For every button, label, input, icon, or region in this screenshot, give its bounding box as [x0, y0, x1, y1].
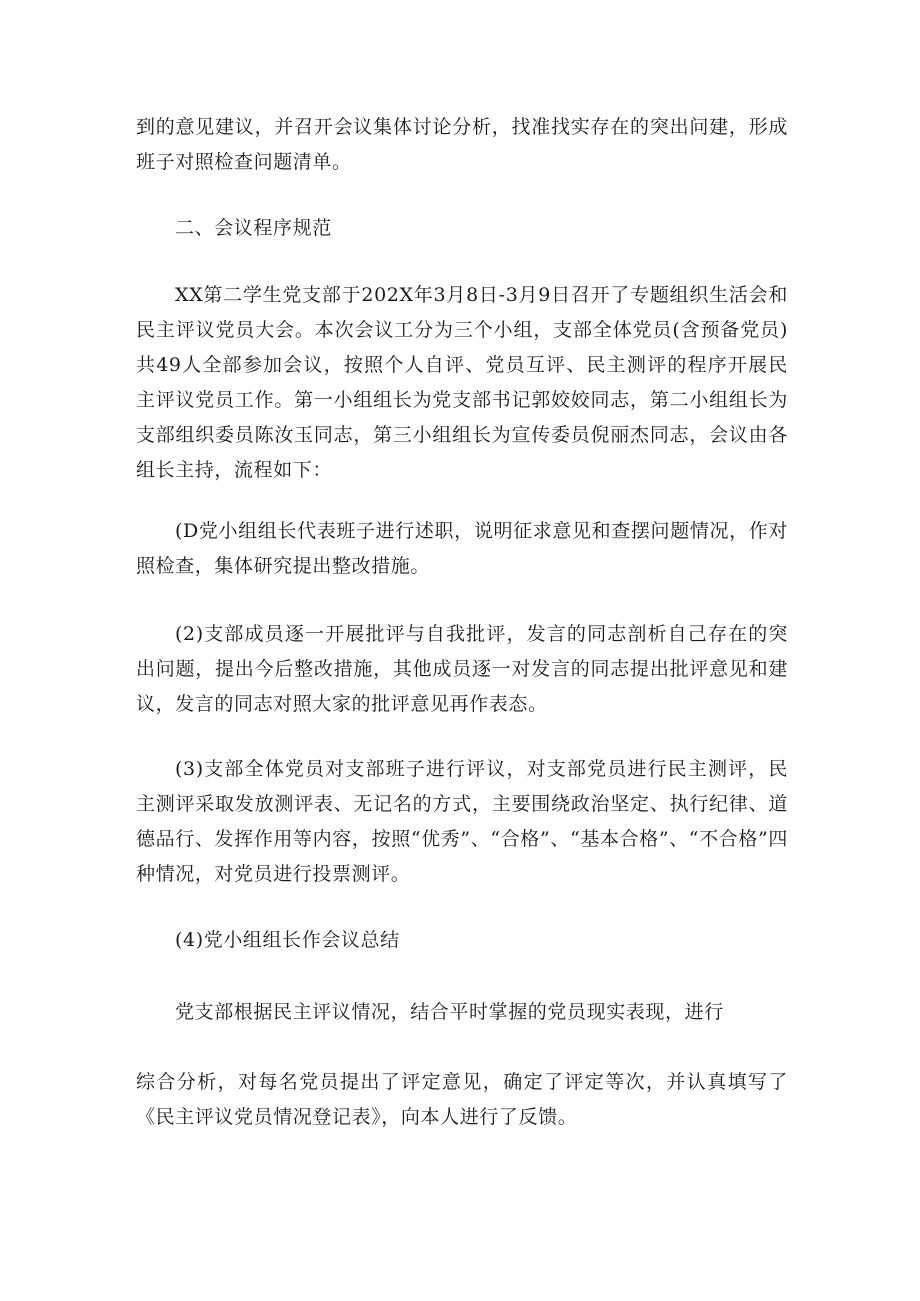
list-item-step-3: (3)支部全体党员对支部班子进行评议，对支部党员进行民主测评，民主测评采取发放测评表、无记名的方式，主要围绕政治坚定、执行纪律、道德品行、发挥作用等内容，按照“优秀”、“合格”、“基本合格”、“不合格”四种情况，对党员进行投票测评。	[136, 758, 788, 885]
paragraph-evaluation-continued: 综合分析，对每名党员提出了评定意见，确定了评定等次，并认真填写了《民主评议党员情况登记表》，向本人进行了反馈。	[136, 1071, 788, 1128]
list-item-step-1: (D党小组组长代表班子进行述职，说明征求意见和查摆问题情况，作对照检查，集体研究提出整改措施。	[136, 520, 788, 577]
section-heading: 二、会议程序规范	[175, 217, 332, 239]
paragraph-meeting-overview: XX第二学生党支部于202X年3月8日-3月9日召开了专题组织生活会和民主评议党员大会。本次会议工分为三个小组，支部全体党员(含预备党员)共49人全部参加会议，按照个人自评、党员互评、民主测评的程序开展民主评议党员工作。第一小组组长为党支部书记郭姣姣同志，第二小组组长为支部组织委员陈汝玉同志，第三小组组长为宣传委员倪丽杰同志，会议由各组长主持，流程如下：	[136, 284, 788, 481]
list-item-step-2: (2)支部成员逐一开展批评与自我批评，发言的同志剖析自己存在的突出问题，提出今后整改措施，其他成员逐一对发言的同志提出批评意见和建议，发言的同志对照大家的批评意见再作表态。	[136, 623, 788, 715]
list-item-step-4: (4)党小组组长作会议总结	[175, 929, 400, 951]
paragraph-continuation: 到的意见建议，并召开会议集体讨论分析，找准找实存在的突出问建，形成班子对照检查问题清单。	[136, 116, 788, 173]
paragraph-evaluation: 党支部根据民主评议情况，结合平时掌握的党员现实表现，进行	[175, 1001, 724, 1023]
